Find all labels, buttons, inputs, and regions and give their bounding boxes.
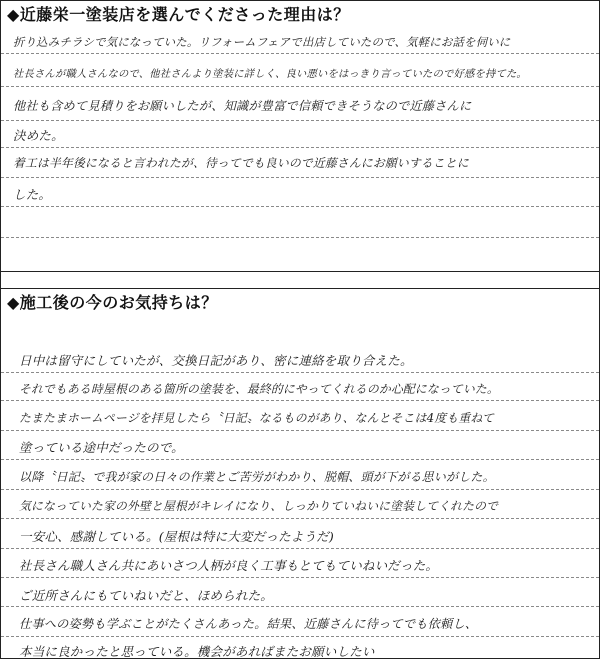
reason-line: 折り込みチラシで気になっていた。リフォームフェアで出店していたので、気軽にお話を伺いに — [13, 35, 511, 49]
reason-line: 他社も含めて見積りをお願いしたが、知識が豊富で信頼できそうなので近藤さんに — [13, 99, 472, 113]
ruled-line — [1, 147, 599, 148]
feelings-line: 日中は留守にしていたが、交換日記があり、密に連絡を取り合えた。 — [19, 353, 413, 368]
ruled-line — [1, 548, 599, 549]
feelings-section — [1, 288, 599, 659]
feelings-line: 本当に良かったと思っている。機会があればまたお願いしたい — [19, 644, 375, 659]
feelings-line: 社長さん職人さん共にあいさつ人柄が良く工事もとてもていねいだった。 — [19, 558, 439, 573]
feelings-line: 以降〝日記〟で我が家の日々の作業とご苦労がわかり、脱帽、頭が下がる思いがした。 — [19, 470, 495, 484]
reason-line: 着工は半年後になると言われたが、待ってでも良いので近藤さんにお願いすることに — [13, 156, 469, 170]
ruled-line — [1, 400, 599, 401]
reason-line: した。 — [13, 187, 52, 202]
ruled-line — [1, 489, 599, 490]
feelings-line: 仕事への姿勢も学ぶことがたくさんあった。結果、近藤さんに待ってでも依頼し、 — [19, 617, 478, 631]
ruled-line — [1, 120, 599, 121]
feelings-line: 気になっていた家の外壁と屋根がキレイになり、しっかりていねいに塗装してくれたので — [19, 499, 499, 513]
reason-heading: ◆近藤栄一塗装店を選んでくださった理由は？ — [7, 5, 350, 24]
ruled-line — [1, 53, 599, 54]
ruled-line — [1, 459, 599, 460]
feelings-line: 塗っている途中だったので。 — [19, 440, 184, 455]
feelings-line: それでもある時屋根のある箇所の塗装を、最終的にやってくれるのか心配になっていた。 — [19, 382, 499, 396]
ruled-line — [1, 606, 599, 607]
ruled-line — [1, 518, 599, 519]
ruled-line — [1, 636, 599, 637]
feelings-line: 一安心、感謝している。(屋根は特に大変だったようだ) — [19, 529, 334, 544]
reason-line: 決めた。 — [13, 128, 64, 143]
feelings-line: ご近所さんにもていねいだと、ほめられた。 — [19, 588, 274, 603]
ruled-line — [1, 237, 599, 238]
reason-section — [1, 1, 599, 271]
ruled-line — [1, 86, 599, 87]
feelings-line: たまたまホームページを拝見したら〝日記〟なるものがあり、なんとそこは4度も重ねて — [19, 411, 495, 425]
ruled-line — [1, 206, 599, 207]
feelings-heading: ◆施工後の今のお気持ちは？ — [7, 293, 218, 312]
section-gap — [1, 271, 599, 289]
ruled-line — [1, 177, 599, 178]
reason-line: 社長さんが職人さんなので、他社さんより塗装に詳しく、良い悪いをはっきり言っていたので好感を持てた。 — [13, 68, 527, 80]
ruled-line — [1, 577, 599, 578]
ruled-line — [1, 430, 599, 431]
ruled-line — [1, 372, 599, 373]
